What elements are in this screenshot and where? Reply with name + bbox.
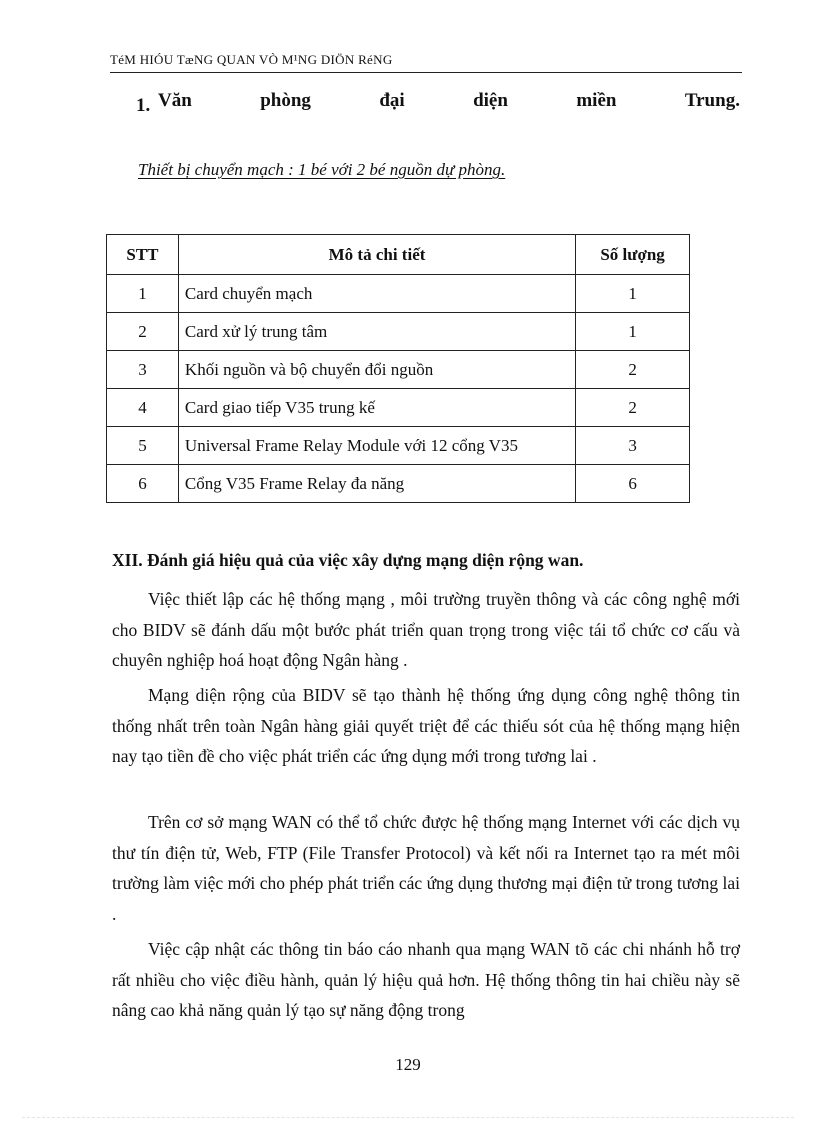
header-divider (110, 72, 742, 73)
equipment-table (106, 234, 690, 503)
cell-description: Universal Frame Relay Module với 12 cổng V35 (178, 427, 575, 465)
section-title-word: Văn (158, 90, 192, 111)
section-title-word: đại (379, 90, 405, 111)
table-row (107, 351, 690, 389)
running-header: TéM HIÓU TæNG QUAN VÒ M¹NG DIÖN RéNG (110, 52, 393, 67)
section-title-word: miền (576, 90, 617, 111)
header-description: Mô tả chi tiết (178, 235, 575, 275)
cell-stt: 3 (107, 351, 179, 389)
cell-description: Card chuyển mạch (178, 275, 575, 313)
section-title-word: phòng (260, 90, 311, 111)
cell-quantity: 1 (576, 313, 690, 351)
section-title (158, 90, 740, 112)
table-header-row (107, 235, 690, 275)
body-paragraph: Việc cập nhật các thông tin báo cáo nhanh qua mạng WAN tõ các chi nhánh hỗ trợ rất nhiều cho việc điều hành, quản lý hiệu quả hơn. Hệ thống thông tin hai chiều này sẽ nâng cao khả năng quản lý tạo sự năng động trong (112, 939, 740, 1020)
header-stt: STT (107, 235, 179, 275)
cell-quantity: 2 (576, 389, 690, 427)
page-bottom-edge (22, 1117, 794, 1118)
equipment-subtitle: Thiết bị chuyển mạch : 1 bé với 2 bé nguồn dự phòng. (138, 160, 506, 179)
cell-stt: 5 (107, 427, 179, 465)
cell-stt: 6 (107, 465, 179, 503)
cell-quantity: 3 (576, 427, 690, 465)
body-paragraph: Việc thiết lập các hệ thống mạng , môi trường truyền thông và các công nghệ mới cho BIDV sẽ đánh dấu một bước phát triển quan trọng trong việc tái tổ chức cơ cấu và chuyên nghiệp hoá hoạt động Ngân hàng . (112, 589, 740, 670)
cell-description: Cổng V35 Frame Relay đa năng (178, 465, 575, 503)
table-row (107, 313, 690, 351)
cell-description: Card giao tiếp V35 trung kế (178, 389, 575, 427)
table-row (107, 275, 690, 313)
cell-description: Khối nguồn và bộ chuyển đổi nguồn (178, 351, 575, 389)
body-paragraph: Trên cơ sở mạng WAN có thể tổ chức được hệ thống mạng Internet với các dịch vụ thư tín điện tử, Web, FTP (File Transfer Protocol) và kết nối ra Internet tạo ra mét môi trường làm việc mới cho phép phát triển các ứng dụng thương mại điện tử trong tương lai . (112, 812, 740, 924)
cell-quantity: 6 (576, 465, 690, 503)
section-number: 1. (136, 95, 151, 116)
header-quantity: Số lượng (576, 235, 690, 275)
section-title-word: diện (473, 90, 508, 111)
table-row (107, 389, 690, 427)
cell-stt: 2 (107, 313, 179, 351)
body-paragraph: Mạng diện rộng của BIDV sẽ tạo thành hệ thống ứng dụng công nghệ thông tin thống nhất trên toàn Ngân hàng giải quyết triệt để các thiếu sót của hệ thống mạng hiện nay tạo tiền đề cho việc phát triển các ứng dụng mới trong tương lai . (112, 685, 740, 766)
cell-quantity: 2 (576, 351, 690, 389)
cell-quantity: 1 (576, 275, 690, 313)
section-xii-heading: XII. Đánh giá hiệu quả của việc xây dựng mạng diện rộng wan. (112, 550, 584, 570)
cell-stt: 4 (107, 389, 179, 427)
table-row (107, 427, 690, 465)
cell-stt: 1 (107, 275, 179, 313)
table-row (107, 465, 690, 503)
section-title-word: Trung. (684, 90, 740, 111)
cell-description: Card xử lý trung tâm (178, 313, 575, 351)
page-number: 129 (395, 1055, 421, 1074)
